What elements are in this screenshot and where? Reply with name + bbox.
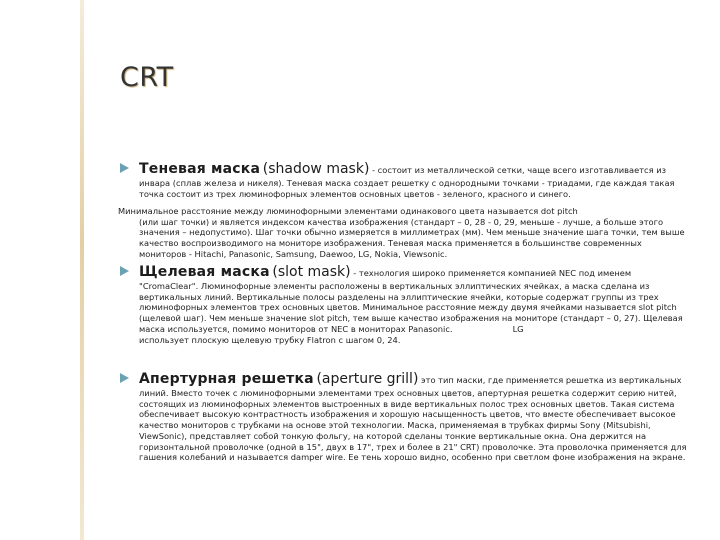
bullet-text-end: использует плоскую щелевую трубку Flatron с шагом 0, 24. [139, 334, 401, 345]
bullet-text: это тип маски, где применяется решетка из вертикальных линий. Вместо точек с люминофорными элементами трех основных цветов, апертурная решетка содержит серию нитей, состоящих из люминофорных элементов выстроенных в виде вертикальных полос трех основных цветов. Такая система обеспечивает высокую контрастность изображения и хорошую насыщенность цветов, что вместе обеспечивает высокое качество мониторов с трубками на основе этой технологии. Маска, применяемая в трубках фирмы Sony (Mitsubishi, ViewSonic), представляет собой тонкую фольгу, на которой сделаны тонкие вертикальные окна. Она держится на горизонтальной проволочке (одной в 15", двух в 17", трех и более в 21" CRT) проволочке. Эта проволочка применяется для гашения колебаний и называется damper wire. Ее тень хорошо видно, особенно при светлом фоне изображения на экране. [139, 374, 687, 463]
bullet-term-en: (slot mask) [272, 263, 351, 280]
bullet-body [139, 160, 688, 200]
bullet-text-tail: LG [512, 323, 524, 334]
bullet-body [139, 370, 688, 464]
slide-title: CRT [120, 62, 174, 93]
bullet-arrow-icon [120, 163, 129, 173]
bullet-term-en: (shadow mask) [262, 161, 370, 177]
bullet-text: - технология широко применяется компанией NEC под именем "CromaClear". Люминофорные элементы расположены в вертикальных эллиптических ячейках, а маска сделана из вертикальных линий. Вертикальные полосы разделены на эллиптические ячейки, которые содержат группы из трех люминофорных элементов трех основных цветов. Минимальное расстояние между двумя ячейками называется slot pitch (щелевой шаг). Чем меньше значение slot pitch, тем выше качество изображения на мониторе (стандарт – 0, 27). Щелевая маска используется, помимо мониторов от NEC в мониторах Panasonic. [139, 267, 683, 334]
bullet-arrow-icon [120, 373, 129, 383]
bullet-body [139, 263, 688, 346]
bullet-arrow-icon [120, 266, 129, 276]
bullet-term: Теневая маска [139, 161, 261, 177]
decorative-divider [80, 0, 84, 540]
bullet-text: - состоит из металлической сетки, чаще всего изготавливается из инвара (сплав железа и никеля). Теневая маска создает решетку с однородными точками - триадами, где каждая такая точка состоит из трех люминофорных элементов основных цветов - зеленого, красного и синего. [139, 165, 675, 199]
dot-pitch-paragraph [118, 206, 688, 260]
slide-content [118, 160, 688, 463]
bullet-term-en: (aperture grill) [316, 370, 419, 387]
paragraph-first-line: Минимальное расстояние между люминофорными элементами одинакового цвета называется dot pitch [118, 205, 578, 216]
bullet-term: Апертурная решетка [139, 370, 314, 387]
bullet-shadow-mask [118, 160, 688, 200]
bullet-aperture-grill [118, 370, 688, 464]
bullet-term: Щелевая маска [139, 263, 270, 280]
paragraph-rest: (или шаг точки) и является индексом качества изображения (стандарт – 0, 28 - 0, 29, меньше - лучше, а больше этого значения – недопустимо). Шаг точки обычно измеряется в миллиметрах (мм). Чем меньше значение шага точки, тем выше качество воспроизводимого на мониторе изображения. Теневая маска применяется в большинстве современных мониторов - Hitachi, Panasonic, Samsung, Daewoo, LG, Nokia, Viewsonic. [139, 216, 685, 259]
bullet-slot-mask [118, 263, 688, 346]
